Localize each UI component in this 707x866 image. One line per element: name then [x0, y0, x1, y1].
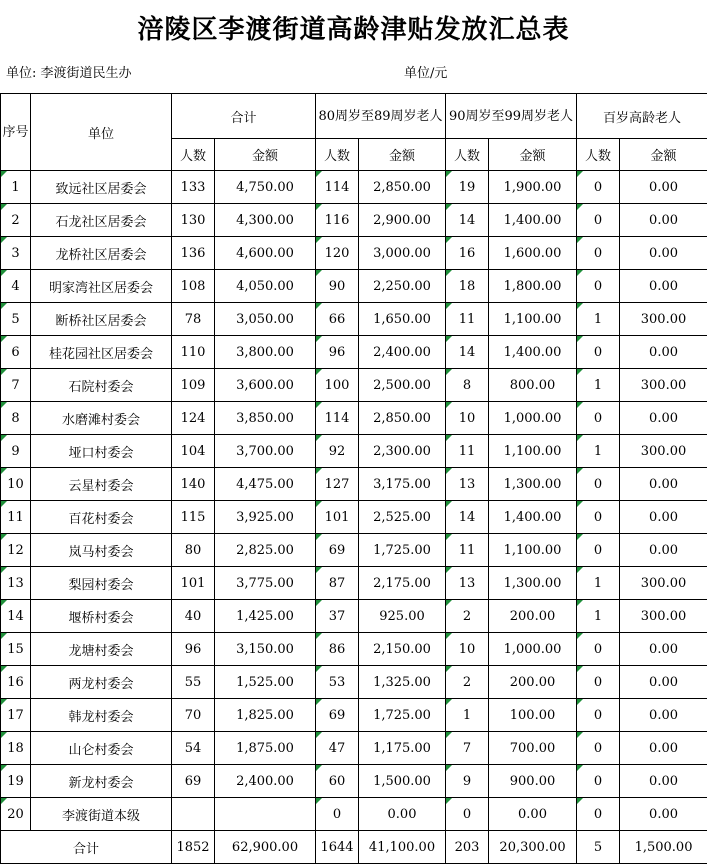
cell-total-amount: 2,825.00 [215, 534, 316, 567]
cell-100-amount: 0.00 [620, 633, 707, 666]
cell-total-count: 40 [172, 600, 215, 633]
cell-90-count: 2 [446, 666, 489, 699]
cell-100-count: 1 [577, 369, 620, 402]
cell-90-count: 14 [446, 336, 489, 369]
totals-80-count: 1644 [316, 831, 359, 864]
header-90-amount: 金额 [489, 139, 577, 171]
cell-80-count: 0 [316, 798, 359, 831]
cell-90-count: 2 [446, 600, 489, 633]
cell-seq: 10 [1, 468, 31, 501]
cell-90-count: 13 [446, 567, 489, 600]
cell-80-count: 69 [316, 534, 359, 567]
table-row [1, 435, 707, 468]
cell-80-amount: 3,175.00 [359, 468, 446, 501]
cell-total-amount: 4,050.00 [215, 270, 316, 303]
cell-100-amount: 0.00 [620, 204, 707, 237]
cell-90-amount: 1,100.00 [489, 435, 577, 468]
header-group-100: 百岁高龄老人 [577, 94, 707, 139]
cell-100-amount: 300.00 [620, 600, 707, 633]
cell-total-amount: 4,300.00 [215, 204, 316, 237]
cell-80-count: 69 [316, 699, 359, 732]
cell-100-amount: 0.00 [620, 171, 707, 204]
cell-80-count: 116 [316, 204, 359, 237]
header-group-80: 80周岁至89周岁老人 [316, 94, 446, 139]
cell-seq: 5 [1, 303, 31, 336]
cell-total-count: 136 [172, 237, 215, 270]
cell-100-count: 1 [577, 435, 620, 468]
cell-seq: 12 [1, 534, 31, 567]
cell-90-amount: 700.00 [489, 732, 577, 765]
header-total-count: 人数 [172, 139, 215, 171]
cell-unit: 石龙社区居委会 [31, 204, 172, 237]
cell-total-count: 70 [172, 699, 215, 732]
cell-90-amount: 1,000.00 [489, 633, 577, 666]
cell-total-count: 104 [172, 435, 215, 468]
cell-unit: 山仑村委会 [31, 732, 172, 765]
cell-90-amount: 1,600.00 [489, 237, 577, 270]
cell-90-amount: 1,800.00 [489, 270, 577, 303]
cell-100-amount: 0.00 [620, 468, 707, 501]
cell-unit: 百花村委会 [31, 501, 172, 534]
cell-unit: 水磨滩村委会 [31, 402, 172, 435]
cell-seq: 20 [1, 798, 31, 831]
cell-100-count: 0 [577, 468, 620, 501]
cell-seq: 8 [1, 402, 31, 435]
cell-100-amount: 0.00 [620, 798, 707, 831]
table-row [1, 699, 707, 732]
cell-80-count: 90 [316, 270, 359, 303]
cell-80-amount: 1,325.00 [359, 666, 446, 699]
cell-100-count: 0 [577, 798, 620, 831]
cell-total-count: 101 [172, 567, 215, 600]
cell-90-amount: 1,100.00 [489, 534, 577, 567]
cell-80-amount: 2,150.00 [359, 633, 446, 666]
cell-80-amount: 2,850.00 [359, 171, 446, 204]
cell-100-amount: 0.00 [620, 765, 707, 798]
cell-80-amount: 2,900.00 [359, 204, 446, 237]
cell-unit: 韩龙村委会 [31, 699, 172, 732]
totals-80-amount: 41,100.00 [359, 831, 446, 864]
cell-80-amount: 1,650.00 [359, 303, 446, 336]
header-100-amount: 金额 [620, 139, 707, 171]
totals-label: 合计 [1, 831, 172, 864]
cell-total-amount: 3,050.00 [215, 303, 316, 336]
table-row [1, 633, 707, 666]
cell-90-amount: 200.00 [489, 666, 577, 699]
cell-unit: 岚马村委会 [31, 534, 172, 567]
cell-total-count: 124 [172, 402, 215, 435]
cell-seq: 11 [1, 501, 31, 534]
cell-total-amount: 3,800.00 [215, 336, 316, 369]
header-80-amount: 金额 [359, 139, 446, 171]
cell-100-amount: 0.00 [620, 534, 707, 567]
cell-80-amount: 3,000.00 [359, 237, 446, 270]
totals-row [1, 831, 707, 864]
cell-unit: 云星村委会 [31, 468, 172, 501]
cell-100-count: 0 [577, 204, 620, 237]
totals-90-count: 203 [446, 831, 489, 864]
cell-80-count: 53 [316, 666, 359, 699]
cell-80-amount: 2,525.00 [359, 501, 446, 534]
cell-90-amount: 800.00 [489, 369, 577, 402]
cell-seq: 15 [1, 633, 31, 666]
cell-90-count: 8 [446, 369, 489, 402]
cell-90-count: 10 [446, 633, 489, 666]
cell-total-amount: 3,700.00 [215, 435, 316, 468]
cell-100-amount: 0.00 [620, 732, 707, 765]
table-row [1, 369, 707, 402]
cell-total-amount: 1,825.00 [215, 699, 316, 732]
cell-90-amount: 1,300.00 [489, 468, 577, 501]
totals-90-amount: 20,300.00 [489, 831, 577, 864]
cell-100-amount: 0.00 [620, 237, 707, 270]
cell-80-count: 100 [316, 369, 359, 402]
table-row [1, 303, 707, 336]
cell-total-count: 108 [172, 270, 215, 303]
cell-total-count [172, 798, 215, 831]
cell-100-count: 0 [577, 171, 620, 204]
cell-90-amount: 1,400.00 [489, 336, 577, 369]
cell-seq: 9 [1, 435, 31, 468]
cell-80-amount: 2,500.00 [359, 369, 446, 402]
header-90-count: 人数 [446, 139, 489, 171]
cell-100-count: 0 [577, 237, 620, 270]
cell-seq: 17 [1, 699, 31, 732]
cell-total-count: 96 [172, 633, 215, 666]
cell-80-amount: 2,300.00 [359, 435, 446, 468]
cell-90-count: 14 [446, 204, 489, 237]
cell-80-count: 127 [316, 468, 359, 501]
cell-80-count: 114 [316, 171, 359, 204]
cell-seq: 19 [1, 765, 31, 798]
cell-80-count: 87 [316, 567, 359, 600]
cell-90-amount: 1,400.00 [489, 501, 577, 534]
cell-unit: 断桥社区居委会 [31, 303, 172, 336]
cell-total-count: 110 [172, 336, 215, 369]
cell-80-amount: 0.00 [359, 798, 446, 831]
cell-80-amount: 1,725.00 [359, 534, 446, 567]
cell-80-amount: 2,175.00 [359, 567, 446, 600]
cell-unit: 石院村委会 [31, 369, 172, 402]
cell-seq: 14 [1, 600, 31, 633]
cell-90-count: 13 [446, 468, 489, 501]
cell-90-amount: 900.00 [489, 765, 577, 798]
cell-80-count: 86 [316, 633, 359, 666]
cell-seq: 2 [1, 204, 31, 237]
cell-total-amount [215, 798, 316, 831]
cell-90-count: 11 [446, 303, 489, 336]
cell-80-count: 66 [316, 303, 359, 336]
cell-total-amount: 1,875.00 [215, 732, 316, 765]
cell-unit: 明家湾社区居委会 [31, 270, 172, 303]
cell-90-count: 19 [446, 171, 489, 204]
cell-total-amount: 3,600.00 [215, 369, 316, 402]
header-80-count: 人数 [316, 139, 359, 171]
cell-unit: 致远社区居委会 [31, 171, 172, 204]
cell-80-count: 114 [316, 402, 359, 435]
cell-total-count: 133 [172, 171, 215, 204]
cell-90-count: 18 [446, 270, 489, 303]
cell-total-amount: 1,425.00 [215, 600, 316, 633]
cell-100-count: 0 [577, 633, 620, 666]
table-row [1, 567, 707, 600]
cell-total-count: 80 [172, 534, 215, 567]
cell-100-count: 0 [577, 666, 620, 699]
cell-100-count: 0 [577, 699, 620, 732]
cell-100-amount: 0.00 [620, 699, 707, 732]
cell-unit: 龙桥社区居委会 [31, 237, 172, 270]
cell-90-amount: 1,300.00 [489, 567, 577, 600]
cell-80-count: 92 [316, 435, 359, 468]
table-row [1, 468, 707, 501]
cell-total-count: 55 [172, 666, 215, 699]
table-row [1, 270, 707, 303]
cell-unit: 两龙村委会 [31, 666, 172, 699]
cell-90-amount: 1,900.00 [489, 171, 577, 204]
cell-unit: 李渡街道本级 [31, 798, 172, 831]
cell-90-amount: 100.00 [489, 699, 577, 732]
cell-80-amount: 925.00 [359, 600, 446, 633]
header-group-90: 90周岁至99周岁老人 [446, 94, 577, 139]
document-title: 涪陵区李渡街道高龄津贴发放汇总表 [137, 14, 570, 45]
cell-seq: 3 [1, 237, 31, 270]
cell-total-count: 69 [172, 765, 215, 798]
cell-unit: 龙塘村委会 [31, 633, 172, 666]
cell-total-amount: 3,850.00 [215, 402, 316, 435]
cell-unit: 垭口村委会 [31, 435, 172, 468]
cell-80-count: 60 [316, 765, 359, 798]
cell-90-count: 11 [446, 435, 489, 468]
header-100-count: 人数 [577, 139, 620, 171]
cell-unit: 桂花园社区居委会 [31, 336, 172, 369]
cell-seq: 13 [1, 567, 31, 600]
cell-80-amount: 1,500.00 [359, 765, 446, 798]
cell-total-count: 140 [172, 468, 215, 501]
cell-100-count: 0 [577, 402, 620, 435]
totals-100-amount: 1,500.00 [620, 831, 707, 864]
cell-total-amount: 3,775.00 [215, 567, 316, 600]
cell-total-count: 115 [172, 501, 215, 534]
cell-100-amount: 300.00 [620, 369, 707, 402]
table-row [1, 798, 707, 831]
cell-90-count: 0 [446, 798, 489, 831]
unit-label: 单位: 李渡街道民生办 [6, 66, 132, 81]
cell-80-count: 37 [316, 600, 359, 633]
table-row [1, 237, 707, 270]
table-row [1, 501, 707, 534]
cell-total-amount: 2,400.00 [215, 765, 316, 798]
cell-90-amount: 1,400.00 [489, 204, 577, 237]
cell-100-count: 0 [577, 765, 620, 798]
cell-80-amount: 1,725.00 [359, 699, 446, 732]
cell-total-count: 54 [172, 732, 215, 765]
table-row [1, 534, 707, 567]
cell-total-count: 109 [172, 369, 215, 402]
totals-100-count: 5 [577, 831, 620, 864]
cell-100-count: 1 [577, 600, 620, 633]
cell-seq: 1 [1, 171, 31, 204]
cell-80-amount: 2,850.00 [359, 402, 446, 435]
cell-100-count: 0 [577, 270, 620, 303]
currency-label: 单位/元 [404, 66, 448, 81]
totals-total-amount: 62,900.00 [215, 831, 316, 864]
cell-total-amount: 4,600.00 [215, 237, 316, 270]
cell-90-count: 10 [446, 402, 489, 435]
cell-100-amount: 300.00 [620, 567, 707, 600]
cell-100-count: 0 [577, 732, 620, 765]
cell-90-count: 11 [446, 534, 489, 567]
table-row [1, 666, 707, 699]
cell-90-amount: 1,100.00 [489, 303, 577, 336]
cell-100-amount: 300.00 [620, 303, 707, 336]
header-unit: 单位 [31, 94, 172, 171]
table-row [1, 204, 707, 237]
cell-80-count: 120 [316, 237, 359, 270]
cell-total-amount: 1,525.00 [215, 666, 316, 699]
cell-seq: 18 [1, 732, 31, 765]
cell-total-count: 130 [172, 204, 215, 237]
cell-90-count: 7 [446, 732, 489, 765]
cell-seq: 4 [1, 270, 31, 303]
cell-80-amount: 2,250.00 [359, 270, 446, 303]
cell-100-count: 0 [577, 534, 620, 567]
cell-total-amount: 3,150.00 [215, 633, 316, 666]
cell-100-amount: 0.00 [620, 270, 707, 303]
cell-100-amount: 0.00 [620, 402, 707, 435]
cell-100-count: 0 [577, 336, 620, 369]
cell-seq: 16 [1, 666, 31, 699]
cell-total-amount: 4,750.00 [215, 171, 316, 204]
cell-80-amount: 2,400.00 [359, 336, 446, 369]
cell-80-count: 101 [316, 501, 359, 534]
table-row [1, 732, 707, 765]
cell-90-count: 14 [446, 501, 489, 534]
cell-100-count: 1 [577, 303, 620, 336]
header-total: 合计 [172, 94, 316, 139]
cell-90-amount: 0.00 [489, 798, 577, 831]
cell-90-amount: 1,000.00 [489, 402, 577, 435]
cell-90-count: 16 [446, 237, 489, 270]
cell-90-count: 1 [446, 699, 489, 732]
cell-100-amount: 300.00 [620, 435, 707, 468]
cell-unit: 新龙村委会 [31, 765, 172, 798]
cell-seq: 6 [1, 336, 31, 369]
cell-unit: 堰桥村委会 [31, 600, 172, 633]
table-row [1, 765, 707, 798]
cell-seq: 7 [1, 369, 31, 402]
table-row [1, 600, 707, 633]
cell-total-amount: 3,925.00 [215, 501, 316, 534]
cell-90-count: 9 [446, 765, 489, 798]
cell-80-count: 96 [316, 336, 359, 369]
cell-total-count: 78 [172, 303, 215, 336]
cell-100-count: 0 [577, 501, 620, 534]
header-seq: 序号 [1, 94, 31, 171]
table-row [1, 171, 707, 204]
cell-unit: 梨园村委会 [31, 567, 172, 600]
cell-100-amount: 0.00 [620, 336, 707, 369]
cell-100-amount: 0.00 [620, 666, 707, 699]
cell-100-amount: 0.00 [620, 501, 707, 534]
cell-total-amount: 4,475.00 [215, 468, 316, 501]
cell-90-amount: 200.00 [489, 600, 577, 633]
cell-80-count: 47 [316, 732, 359, 765]
table-row [1, 402, 707, 435]
header-total-amount: 金额 [215, 139, 316, 171]
cell-80-amount: 1,175.00 [359, 732, 446, 765]
totals-total-count: 1852 [172, 831, 215, 864]
cell-100-count: 1 [577, 567, 620, 600]
subsidy-table [0, 93, 707, 864]
table-row [1, 336, 707, 369]
